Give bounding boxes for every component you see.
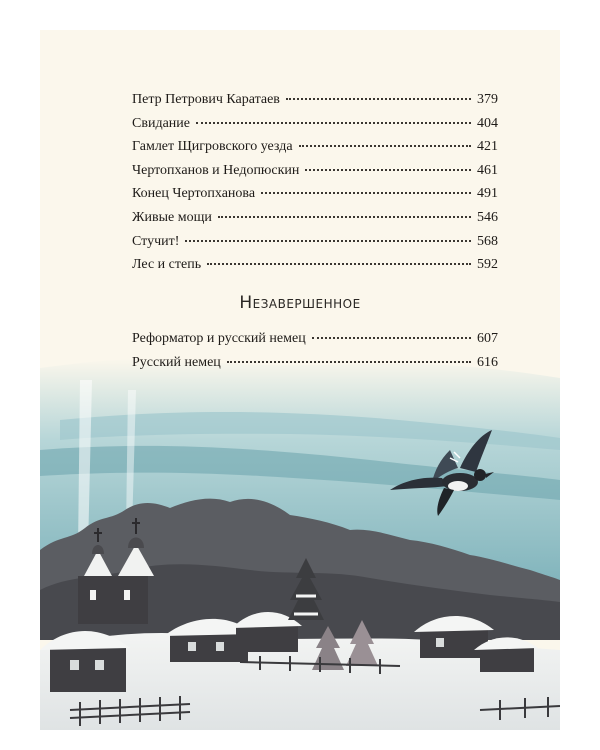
toc-entry-title: Русский немец — [132, 354, 221, 370]
dot-leader — [305, 169, 471, 171]
toc-entry[interactable] — [132, 253, 498, 277]
toc-entry[interactable] — [132, 88, 498, 112]
dot-leader — [196, 122, 471, 124]
table-of-contents — [132, 88, 498, 277]
toc-entry[interactable] — [132, 206, 498, 230]
toc-entry-page: 421 — [477, 139, 498, 155]
toc-entry-page: 607 — [477, 331, 498, 346]
dot-leader — [227, 361, 471, 363]
toc-entry[interactable] — [132, 230, 498, 254]
house-icon — [40, 631, 130, 692]
toc-entry[interactable] — [132, 351, 498, 375]
dot-leader — [312, 337, 471, 339]
dot-leader — [286, 98, 471, 100]
table-of-contents-unfinished — [132, 327, 498, 374]
toc-entry[interactable] — [132, 159, 498, 183]
toc-entry-title: Конец Чертопханова — [132, 186, 256, 202]
toc-entry-page: 379 — [477, 92, 498, 107]
toc-entry-title: Лес и степь — [132, 257, 202, 273]
section-heading: Незавершенное — [239, 293, 361, 313]
toc-entry-page: 404 — [477, 115, 498, 131]
dot-leader — [185, 240, 471, 242]
toc-entry-title: Живые мощи — [132, 209, 212, 225]
toc-entry-title: Гамлет Щигровского уезда — [132, 139, 293, 155]
toc-entry-page: 546 — [477, 209, 498, 225]
toc-entry-page: 592 — [477, 257, 498, 273]
toc-entry[interactable] — [132, 182, 498, 206]
dot-leader — [207, 263, 471, 265]
toc-entry-title: Стучит! — [132, 233, 180, 249]
dot-leader — [299, 145, 471, 147]
toc-entry-page: 568 — [477, 233, 498, 249]
toc-entry-page: 491 — [477, 186, 498, 202]
toc-entry[interactable] — [132, 327, 498, 351]
toc-entry-title: Реформатор и русский немец — [132, 331, 306, 346]
toc-entry-title: Чертопханов и Недопюскин — [132, 162, 300, 178]
toc-entry-page: 616 — [477, 354, 498, 370]
dot-leader — [218, 216, 471, 218]
dot-leader — [261, 192, 471, 194]
toc-entry-title: Петр Петрович Каратаев — [132, 92, 280, 107]
book-page — [40, 30, 560, 730]
toc-entry[interactable] — [132, 135, 498, 159]
toc-entry[interactable] — [132, 112, 498, 136]
toc-entry-title: Свидание — [132, 115, 190, 131]
toc-entry-page: 461 — [477, 162, 498, 178]
